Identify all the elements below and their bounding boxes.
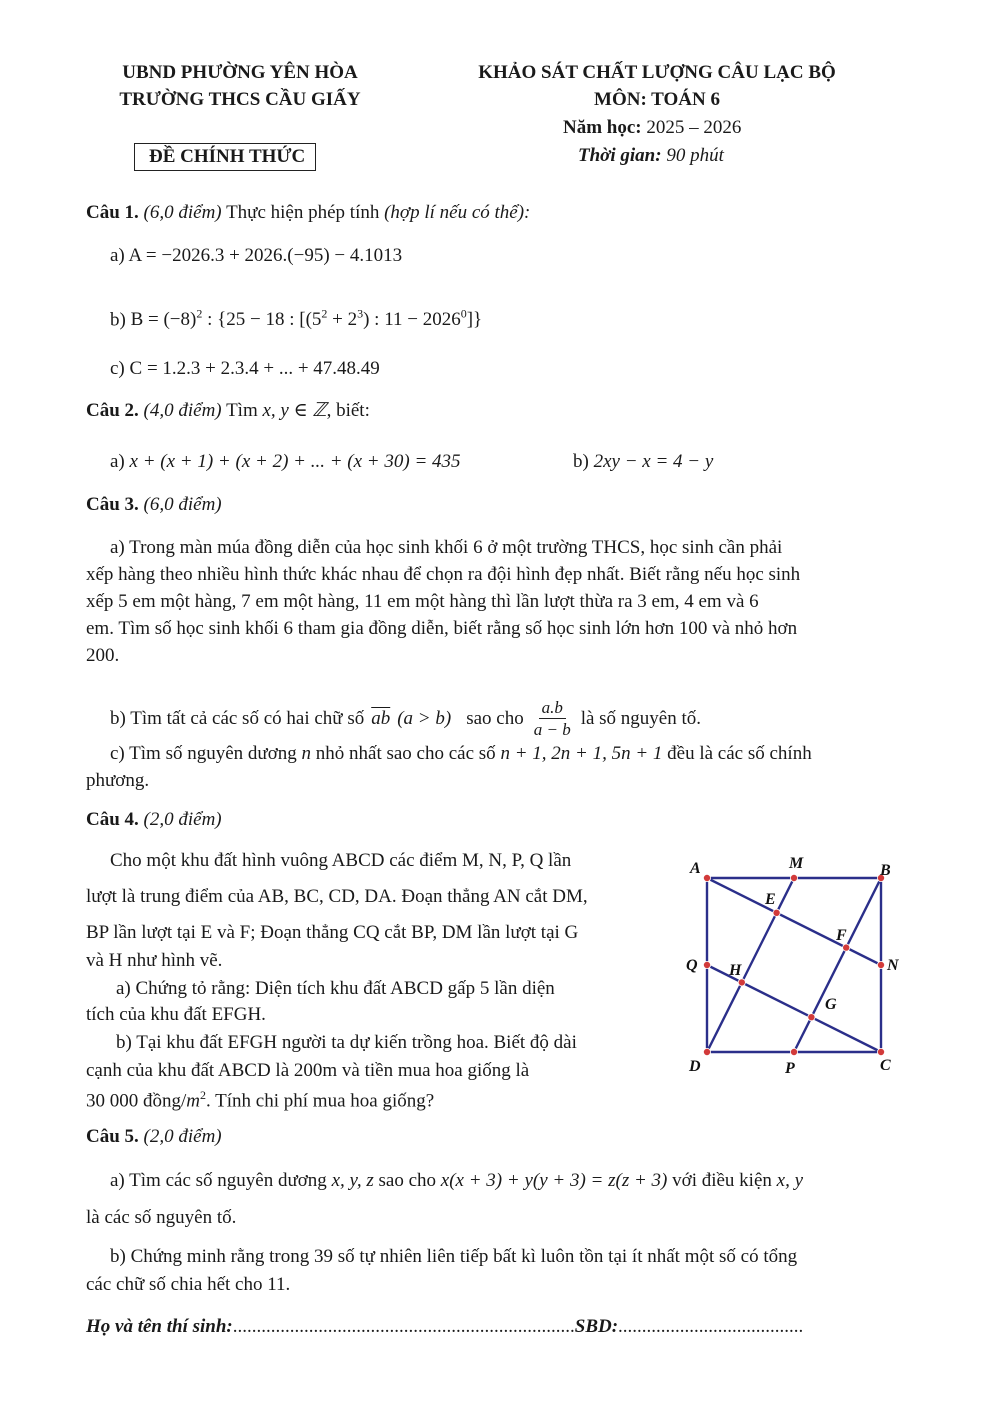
q3-a-line2: xếp hàng theo nhiều hình thức khác nhau để chọn ra đội hình đẹp nhất. Biết rằng nếu học sinh — [86, 564, 801, 585]
point-p — [790, 1048, 797, 1055]
label-d: D — [689, 1058, 701, 1075]
q5-title: Câu 5. — [86, 1126, 139, 1147]
q3-a-line4: em. Tìm số học sinh khối 6 tham gia đồng diễn, biết rằng số học sinh lớn hơn 100 và nhỏ hơn — [86, 618, 798, 639]
q2-heading — [86, 399, 370, 422]
label-m: M — [789, 855, 804, 872]
q5-a-vars: x, y, z — [331, 1170, 374, 1191]
q3-b-fraction — [531, 697, 574, 740]
q4-title: Câu 4. — [86, 809, 139, 830]
candidate-name-label: Họ và tên thí sinh: — [86, 1316, 233, 1337]
official-badge: ĐỀ CHÍNH THỨC — [134, 143, 316, 171]
q1-b-part5: ]} — [466, 309, 483, 331]
q3-b-text3: là số nguyên tố. — [580, 707, 702, 729]
q4-line1: Cho một khu đất hình vuông ABCD các điểm M, N, P, Q lần — [110, 850, 572, 871]
q3-b-cond: (a > b) — [397, 707, 452, 729]
q3-c-line2: phương. — [86, 770, 150, 791]
q3-b-frac-den: a − b — [533, 720, 571, 739]
school-year — [563, 117, 741, 139]
q3-a — [86, 534, 922, 669]
q1-b — [110, 307, 482, 331]
q2-prompt-math: x, y ∈ ℤ — [262, 400, 327, 421]
q1-b-part2: : {25 − 18 : [(5 — [202, 309, 322, 331]
q3-b-text2: sao cho — [466, 707, 524, 729]
q3-a-line5: 200. — [86, 645, 120, 666]
q1-b-part1: B = (−8) — [130, 309, 197, 331]
q1-points: (6,0 điểm) — [143, 202, 222, 223]
q5-a-vars2: x, y — [776, 1170, 804, 1191]
q3-b-text1: b) Tìm tất cả các số có hai chữ số — [110, 707, 365, 729]
q1-a — [110, 245, 402, 267]
q4-line7: b) Tại khu đất EFGH người ta dự kiến trồng hoa. Biết độ dài — [116, 1032, 577, 1053]
q4-line6: tích của khu đất EFGH. — [86, 1004, 266, 1025]
q1-b-label: b) — [110, 309, 126, 331]
q5-a-line1 — [110, 1170, 803, 1192]
q3-c-text3: đều là các số chính — [667, 743, 812, 764]
org-line2: TRƯỜNG THCS CẦU GIẤY — [119, 89, 361, 110]
q1-b-exp4: 0 — [460, 307, 467, 321]
school-year-value: 2025 – 2026 — [646, 117, 742, 138]
q1-b-exp3: 3 — [357, 307, 364, 321]
q1-b-part3: + 2 — [327, 309, 358, 331]
label-h: H — [729, 962, 742, 979]
q3-c-line1 — [86, 740, 922, 767]
q5-a-text3: với điều kiện — [672, 1170, 772, 1191]
segment-dm — [707, 878, 794, 1052]
exam-time-value: 90 phút — [666, 145, 724, 166]
candidate-sbd-label: SBD: — [574, 1316, 619, 1337]
q1-b-exp1: 2 — [196, 307, 203, 321]
label-g: G — [825, 996, 837, 1013]
square-figure — [680, 850, 920, 1080]
q3-points: (6,0 điểm) — [143, 494, 222, 515]
point-d — [703, 1048, 710, 1055]
q1-c-label: c) — [110, 358, 125, 379]
candidate-name-field[interactable]: ........................................................................ — [232, 1316, 575, 1337]
q4-heading — [86, 809, 222, 831]
q3-c-var: n — [301, 743, 312, 764]
q4-line9 — [86, 1088, 434, 1112]
q4-line2: lượt là trung điểm của AB, BC, CD, DA. Đoạn thẳng AN cắt DM, — [86, 886, 588, 907]
q4-line8: cạnh của khu đất ABCD là 200m và tiền mua hoa giống là — [86, 1060, 530, 1081]
q5-a-line2: là các số nguyên tố. — [86, 1207, 237, 1228]
q4-line4: và H như hình vẽ. — [86, 950, 223, 971]
label-f: F — [836, 927, 847, 944]
q1-c-expr: C = 1.2.3 + 2.3.4 + ... + 47.48.49 — [129, 358, 380, 379]
point-e — [773, 909, 780, 916]
q5-a-text2: sao cho — [378, 1170, 437, 1191]
q5-a-expr: x(x + 3) + y(y + 3) = z(z + 3) — [440, 1170, 668, 1191]
q2-title: Câu 2. — [86, 400, 139, 421]
point-n — [877, 961, 884, 968]
point-g — [808, 1014, 815, 1021]
label-b: B — [880, 862, 891, 879]
q5-heading — [86, 1126, 222, 1148]
q1-a-label: a) — [110, 245, 125, 266]
q1-b-exp2: 2 — [321, 307, 328, 321]
school-year-label: Năm học: — [563, 117, 642, 138]
point-q — [703, 961, 710, 968]
q3-c-expr: n + 1, 2n + 1, 5n + 1 — [500, 743, 663, 764]
segment-an — [707, 878, 881, 965]
q3-c-text1: c) Tìm số nguyên dương — [110, 743, 297, 764]
q1-b-part4: ) : 11 − 2026 — [363, 309, 461, 331]
candidate-sbd-field[interactable]: ....................................... — [618, 1316, 804, 1337]
exam-time — [578, 145, 724, 167]
q3-a-line1: a) Trong màn múa đồng diễn của học sinh khối 6 ở một trường THCS, học sinh cần phải — [110, 537, 783, 558]
point-c — [877, 1048, 884, 1055]
q1-b-expr — [131, 309, 483, 330]
q2-a-label: a) — [110, 451, 125, 472]
q2-points: (4,0 điểm) — [143, 400, 222, 421]
point-h — [738, 979, 745, 986]
q5-points: (2,0 điểm) — [143, 1126, 222, 1147]
q4-line3: BP lần lượt tại E và F; Đoạn thẳng CQ cắt BP, DM lần lượt tại G — [86, 922, 579, 943]
q5-a-text1: a) Tìm các số nguyên dương — [110, 1170, 327, 1191]
q3-b-frac-num: a.b — [539, 697, 566, 719]
label-c: C — [880, 1057, 891, 1074]
q4-line5: a) Chứng tỏ rằng: Diện tích khu đất ABCD gấp 5 lần diện — [116, 978, 555, 999]
point-a — [703, 874, 710, 881]
q3-b-overline: $\overline{ab}$ — [371, 707, 391, 729]
q3-a-line3: xếp 5 em một hàng, 7 em một hàng, 11 em một hàng thì lần lượt thừa ra 3 em, 4 em và 6 — [86, 591, 759, 612]
q2-b-expr: 2xy − x = 4 − y — [593, 451, 714, 472]
exam-subject: MÔN: TOÁN 6 — [594, 89, 720, 110]
q4-line9-b: . Tính chi phí mua hoa giống? — [206, 1090, 435, 1112]
q3-b — [110, 697, 701, 740]
label-a: A — [690, 860, 701, 877]
q4-line9-exp: 2 — [200, 1088, 207, 1102]
candidate-info — [86, 1316, 803, 1338]
q1-c — [110, 358, 380, 380]
q4-line9-unit: m — [186, 1090, 201, 1112]
q2-b-label: b) — [573, 451, 589, 472]
q1-heading — [86, 202, 530, 224]
point-m — [790, 874, 797, 881]
q2-b — [573, 451, 713, 473]
label-e: E — [765, 891, 776, 908]
exam-time-label: Thời gian: — [578, 145, 662, 166]
q3-c — [86, 740, 922, 794]
label-p: P — [785, 1060, 795, 1077]
label-q: Q — [686, 957, 698, 974]
label-n: N — [887, 957, 899, 974]
q5-b-line2: các chữ số chia hết cho 11. — [86, 1274, 291, 1295]
q1-prompt: Thực hiện phép tính — [226, 202, 380, 223]
q1-title: Câu 1. — [86, 202, 139, 223]
q2-prompt-1: Tìm — [226, 400, 258, 421]
segment-bp — [794, 878, 881, 1052]
q2-a-expr: x + (x + 1) + (x + 2) + ... + (x + 30) = 435 — [129, 451, 461, 472]
q4-points: (2,0 điểm) — [143, 809, 222, 830]
point-f — [843, 944, 850, 951]
q3-c-text2: nhỏ nhất sao cho các số — [315, 743, 496, 764]
q3-title: Câu 3. — [86, 494, 139, 515]
q2-a — [110, 451, 461, 473]
q5-b-line1: b) Chứng minh rằng trong 39 số tự nhiên liên tiếp bất kì luôn tồn tại ít nhất một số có tổng — [110, 1246, 798, 1267]
org-line1: UBND PHƯỜNG YÊN HÒA — [122, 62, 358, 83]
q1-a-expr: A = −2026.3 + 2026.(−95) − 4.1013 — [128, 245, 403, 266]
q4-line9-a: 30 000 đồng/ — [86, 1090, 187, 1112]
q1-note: (hợp lí nếu có thể): — [384, 202, 531, 223]
q3-heading — [86, 494, 222, 516]
q2-prompt-2: , biết: — [326, 400, 370, 421]
exam-title: KHẢO SÁT CHẤT LƯỢNG CÂU LẠC BỘ — [478, 62, 836, 83]
